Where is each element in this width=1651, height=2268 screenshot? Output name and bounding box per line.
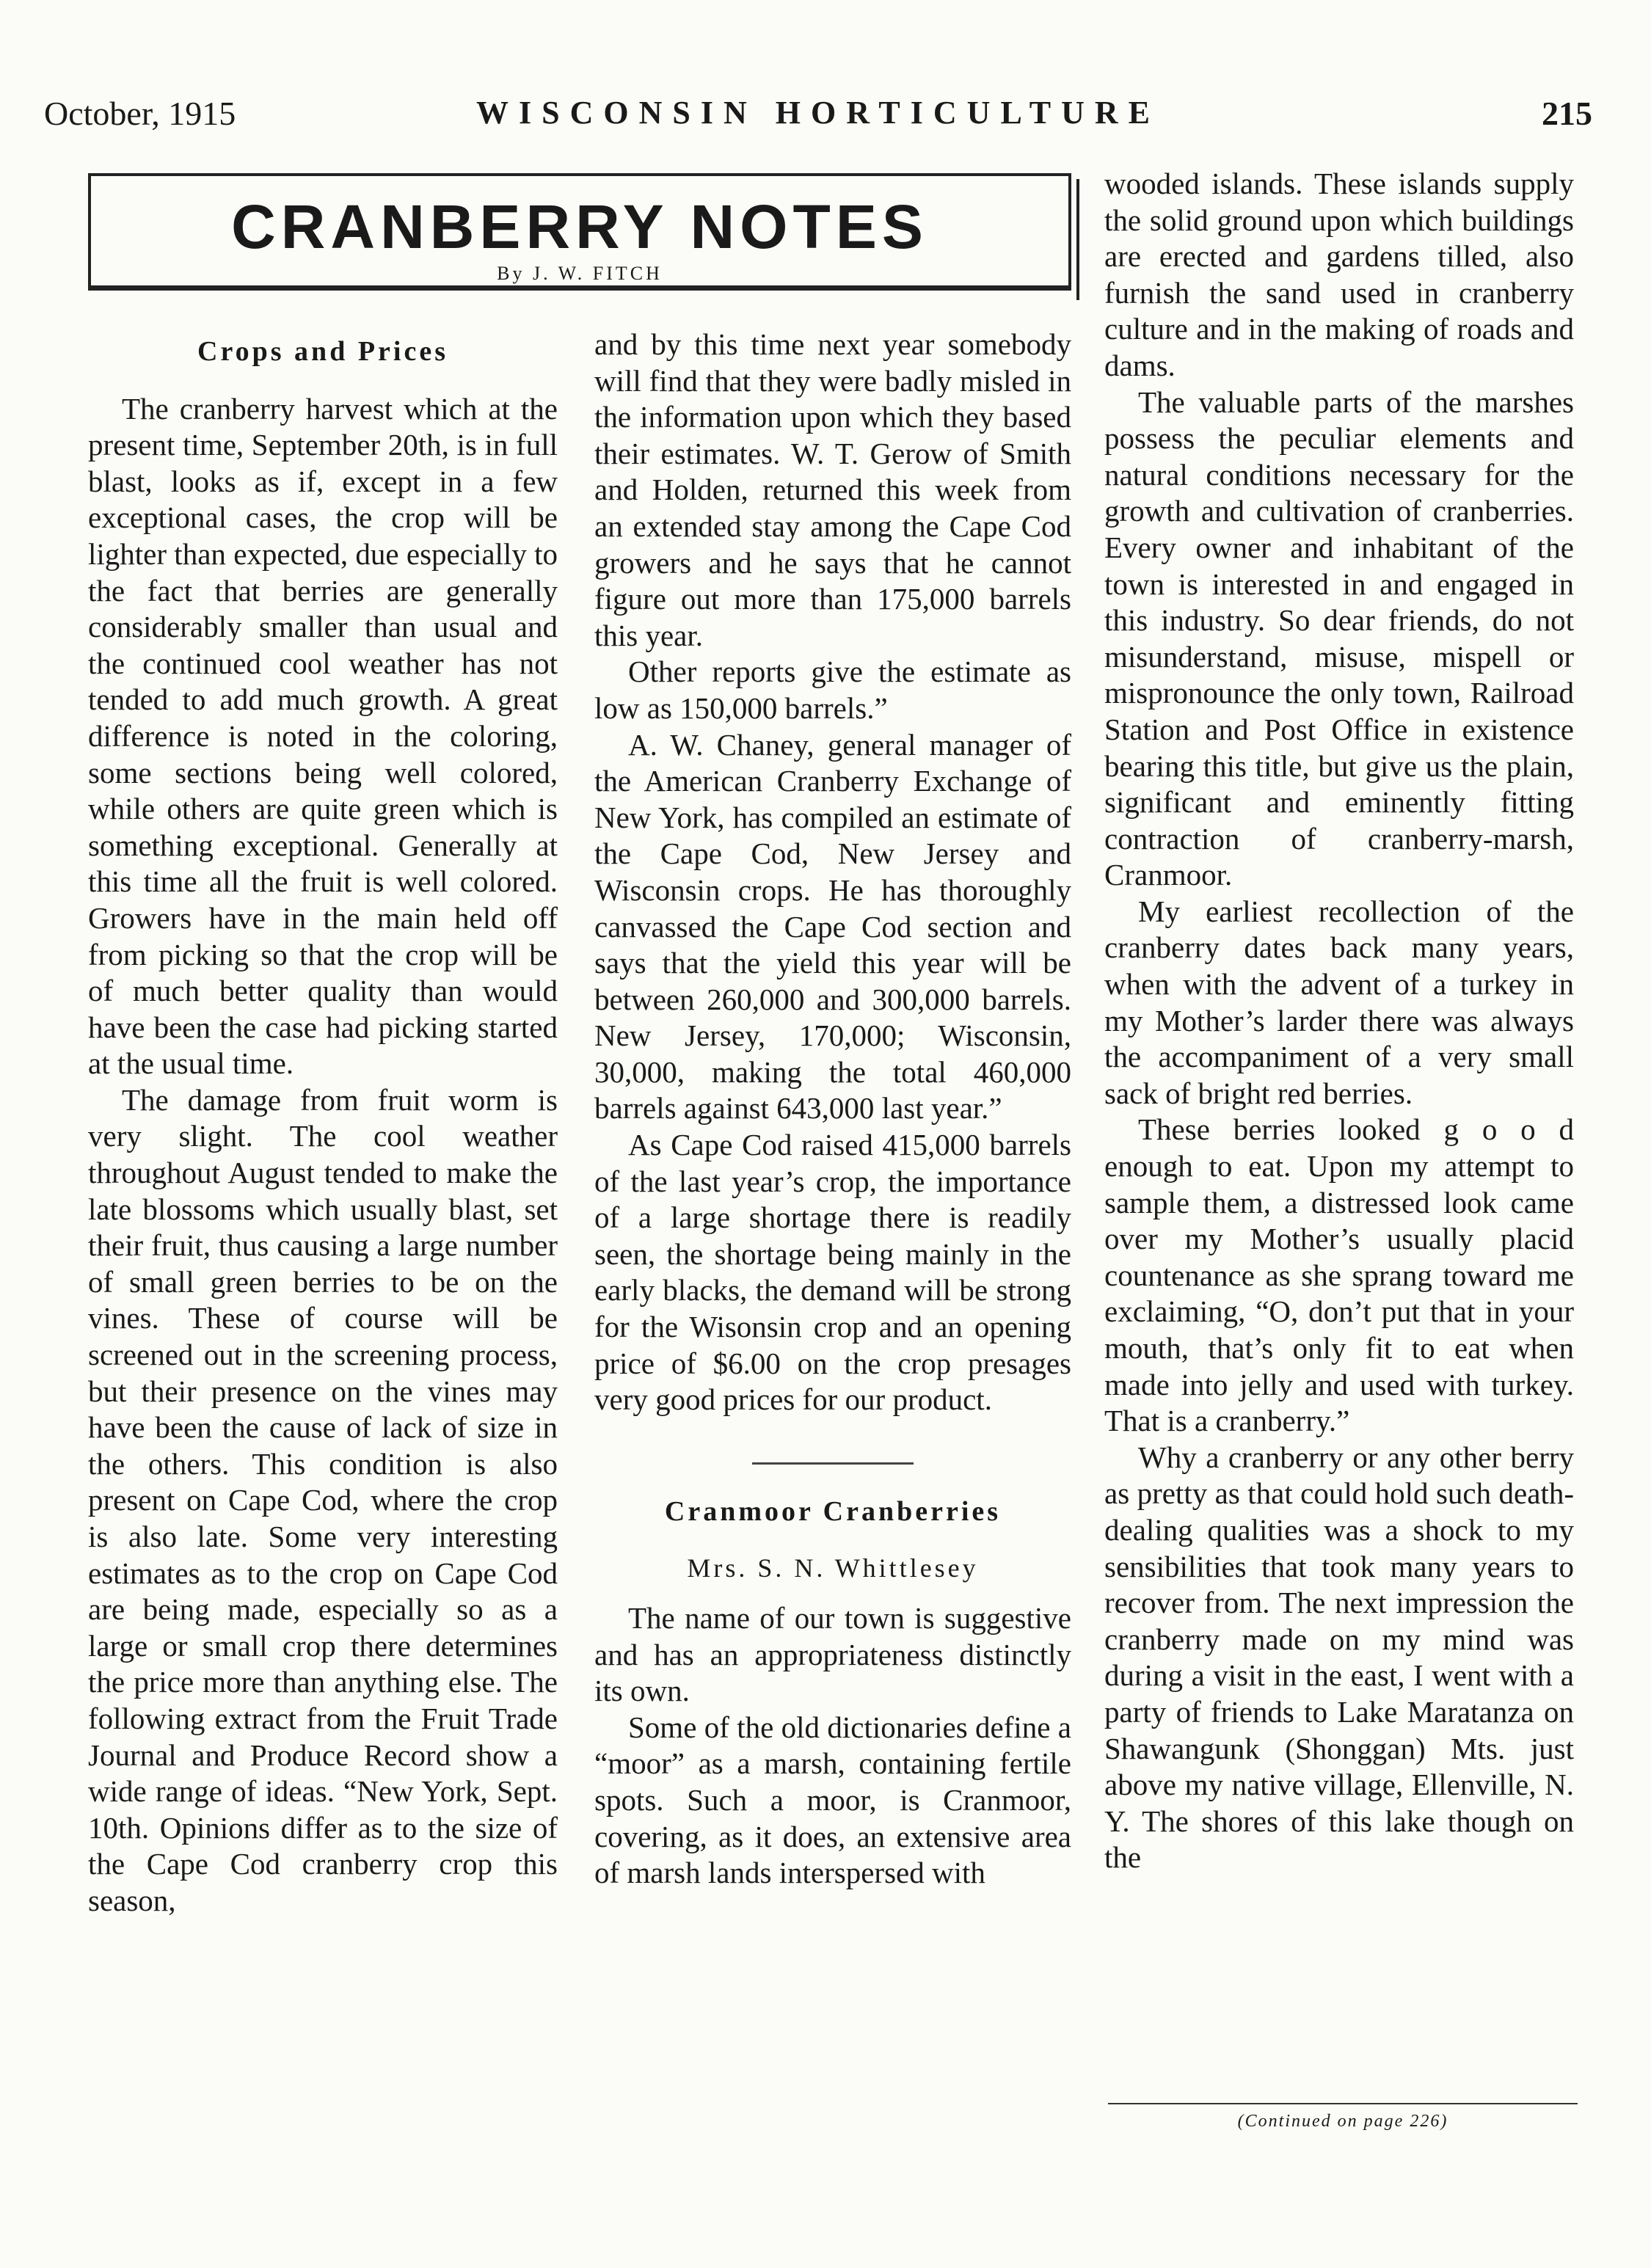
section-divider	[752, 1462, 914, 1465]
page-number: 215	[1542, 95, 1592, 132]
page-header	[44, 94, 1592, 138]
continued-rule	[1108, 2103, 1578, 2104]
paragraph: The valuable parts of the marshes possess the peculiar elements and natural conditions necessary for the growth and cultivation of cranberries. Every owner and inhabitant of the town is interested in and engaged in this industry. So dear friends, do not misunderstand, misuse, mispell or mispronounce the only town, Railroad Station and Post Office in existence bearing this title, but give us the plain, significant and eminently fitting contraction of cranberry-marsh, Cranmoor.	[1104, 384, 1574, 892]
column-3	[1104, 166, 1574, 1876]
column-1	[88, 327, 558, 1919]
paragraph: The damage from fruit worm is very slight. The cool weather throughout August tended to make the late blossoms which usually blast, set their fruit, thus causing a large number of small green berries to be on the vines. These of course will be screened out in the screening process, but their presence on the vines may have been the cause of lack of size in the others. This condition is also present on Cape Cod, where the crop is also late. Some very interesting estimates as to the crop on Cape Cod are being made, especially so as a large or small crop there determines the price more than anything else. The following extract from the Fruit Trade Journal and Produce Record show a wide range of ideas. “New York, Sept. 10th. Opinions differ as to the size of the Cape Cod cranberry crop this season,	[88, 1082, 558, 1917]
column-rule	[1076, 179, 1079, 300]
paragraph: My earliest recollection of the cranberry dates back many years, when with the advent of a turkey in my Mother’s larder there was always the accompaniment of a very small sack of bright red berries.	[1104, 894, 1574, 1110]
continued-note: (Continued on page 226)	[1237, 2112, 1448, 2131]
paragraph: A. W. Chaney, general manager of the American Cranberry Exchange of New York, has compiled an estimate of the Cape Cod, New Jersey and Wisconsin crops. He has thoroughly canvassed the Cape Cod section and says that the yield this year will be between 260,000 and 300,000 barrels. New Jersey, 170,000; Wisconsin, 30,000, making the total 460,000 barrels against 643,000 last year.”	[594, 727, 1071, 1126]
paragraph: Some of the old dictionaries define a “moor” as a marsh, containing fertile spots. Such a moor, is Cranmoor, covering, as it does, an extensive area of marsh lands interspersed with	[594, 1710, 1071, 1890]
article-title: CRANBERRY NOTES	[231, 192, 928, 261]
section-heading-cranmoor: Cranmoor Cranberries	[664, 1495, 1002, 1527]
paragraph: These berries looked g o o d enough to eat. Upon my attempt to sample them, a distressed look came over my Mother’s usually placid countenance as she sprang toward me exclaiming, “O, don’t put that in your mouth, that’s only fit to eat when made into jelly and used with turkey. That is a cranberry.”	[1104, 1112, 1574, 1438]
section-author: Mrs. S. N. Whittlesey	[687, 1553, 979, 1583]
paragraph: wooded islands. These islands supply the solid ground upon which buildings are erected and gardens tilled, also furnish the sand used in cranberry culture and in the making of roads and dams.	[1104, 167, 1574, 382]
column-2	[594, 327, 1071, 1892]
journal-title: WISCONSIN HORTICULTURE	[476, 95, 1160, 131]
article-byline: By J. W. FITCH	[497, 263, 663, 284]
paragraph: and by this time next year somebody will find that they were badly misled in the information upon which they based their estimates. W. T. Gerow of Smith and Holden, returned this week from an extended stay among the Cape Cod growers and he says that he cannot figure out more than 175,000 barrels this year.	[594, 327, 1071, 652]
section-heading-crops-prices: Crops and Prices	[197, 336, 448, 367]
issue-date: October, 1915	[44, 95, 236, 132]
article-title-box	[88, 173, 1071, 291]
paragraph: As Cape Cod raised 415,000 barrels of the last year’s crop, the importance of a large shortage there is readily seen, the shortage being mainly in the early blacks, the demand will be strong for the Wisonsin crop and an opening price of $6.00 on the crop presages very good prices for our product.	[594, 1128, 1071, 1417]
paragraph: The name of our town is suggestive and has an appropriateness distinctly its own.	[594, 1601, 1071, 1708]
paragraph: The cranberry harvest which at the present time, September 20th, is in full blast, looks as if, except in a few exceptional cases, the crop will be lighter than expected, due especially to the fact that berries are generally considerably smaller than usual and the continued cool weather has not tended to add much growth. A great difference is noted in the coloring, some sections being well colored, while others are quite green which is something exceptional. Generally at this time all the fruit is well colored. Growers have in the main held off from picking so that the crop will be of much better quality than would have been the case had picking started at the usual time.	[88, 391, 558, 1081]
paragraph: Why a cranberry or any other berry as pretty as that could hold such death-dealing qualities was a shock to my sensibilities that took many years to recover from. The next impression the cranberry made on my mind was during a visit in the east, I went with a party of friends to Lake Maratanza on Shawangunk (Shonggan) Mts. just above my native village, Ellenville, N. Y. The shores of this lake though on the	[1104, 1440, 1574, 1875]
paragraph: Other reports give the estimate as low as 150,000 barrels.”	[594, 654, 1071, 725]
